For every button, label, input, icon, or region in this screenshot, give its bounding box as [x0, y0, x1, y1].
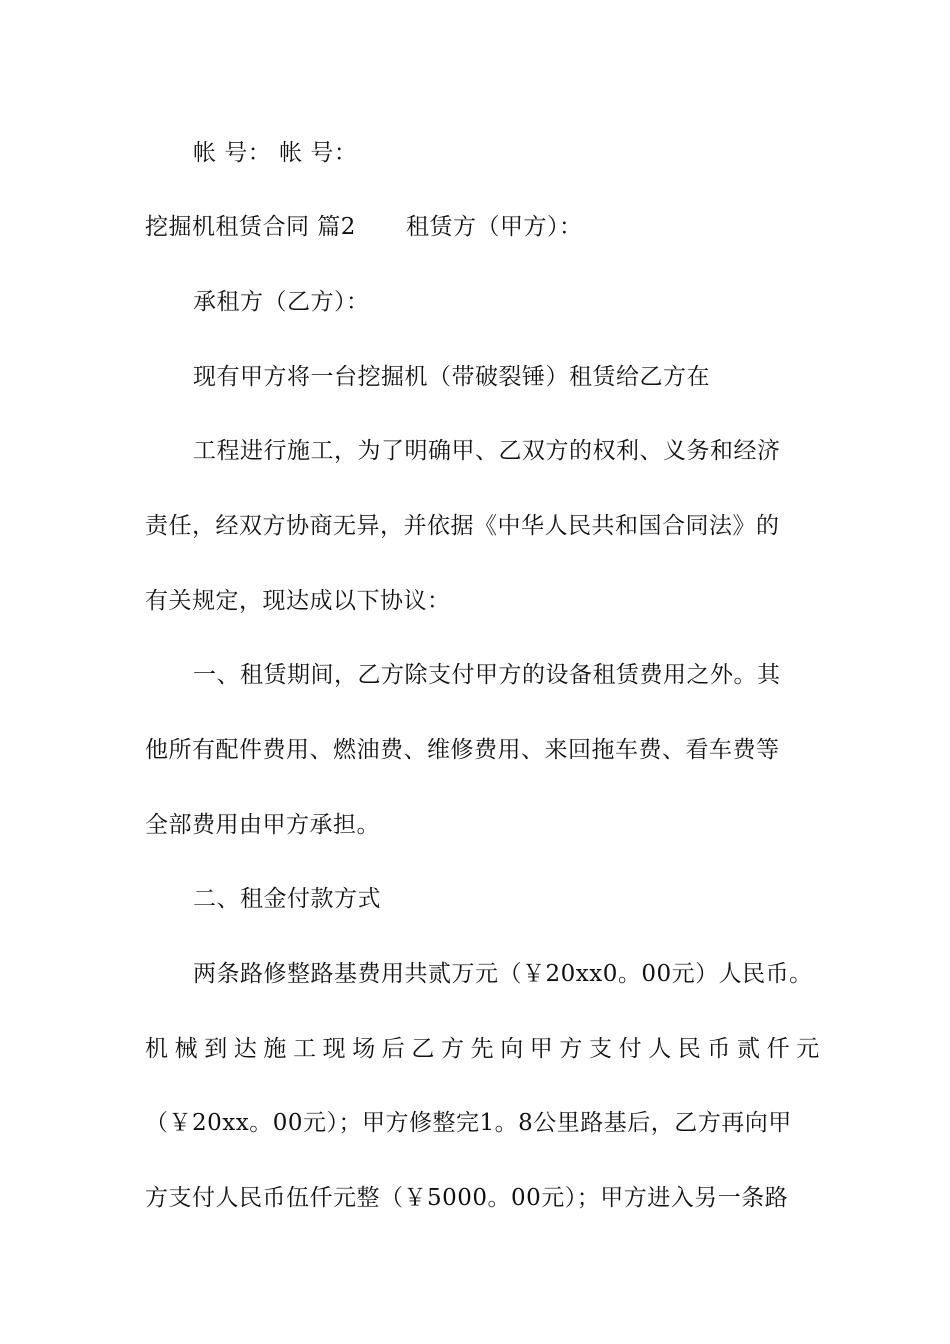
clause-one-line: 他所有配件费用、燃油费、维修费用、来回拖车费、看车费等 — [145, 737, 780, 763]
clause-one-line: 全部费用由甲方承担。 — [145, 812, 380, 838]
clause-two-heading: 二、租金付款方式 — [193, 886, 381, 912]
clause-two-line: 两条路修整路基费用共贰万元（￥20xx0。00元）人民币。 — [193, 961, 813, 987]
lessor-label: 租赁方（甲方）： — [405, 214, 583, 240]
clause-two-line: 机械到达施工现场后乙方先向甲方支付人民币贰仟元 — [145, 1036, 826, 1062]
clause-one-line: 一、租赁期间，乙方除支付甲方的设备租赁费用之外。其 — [193, 662, 781, 688]
paragraph-line: 工程进行施工，为了明确甲、乙双方的权利、义务和经济 — [193, 438, 781, 464]
paragraph-line: 有关规定，现达成以下协议： — [145, 588, 451, 614]
clause-two-line: （￥20xx。00元）；甲方修整完1。8公里路基后，乙方再向甲 — [145, 1110, 792, 1136]
clause-two-line: 方支付人民币伍仟元整（￥5000。00元）；甲方进入另一条路 — [145, 1185, 789, 1211]
paragraph-line: 现有甲方将一台挖掘机（带破裂锤）租赁给乙方在 — [193, 364, 710, 390]
account-line: 帐 号： 帐 号： — [193, 140, 358, 166]
paragraph-line: 责任，经双方协商无异，并依据《中华人民共和国合同法》的 — [145, 513, 780, 539]
lessee-label: 承租方（乙方）： — [193, 289, 370, 315]
title-line — [145, 212, 825, 242]
contract-title: 挖掘机租赁合同 篇2 — [145, 214, 356, 240]
